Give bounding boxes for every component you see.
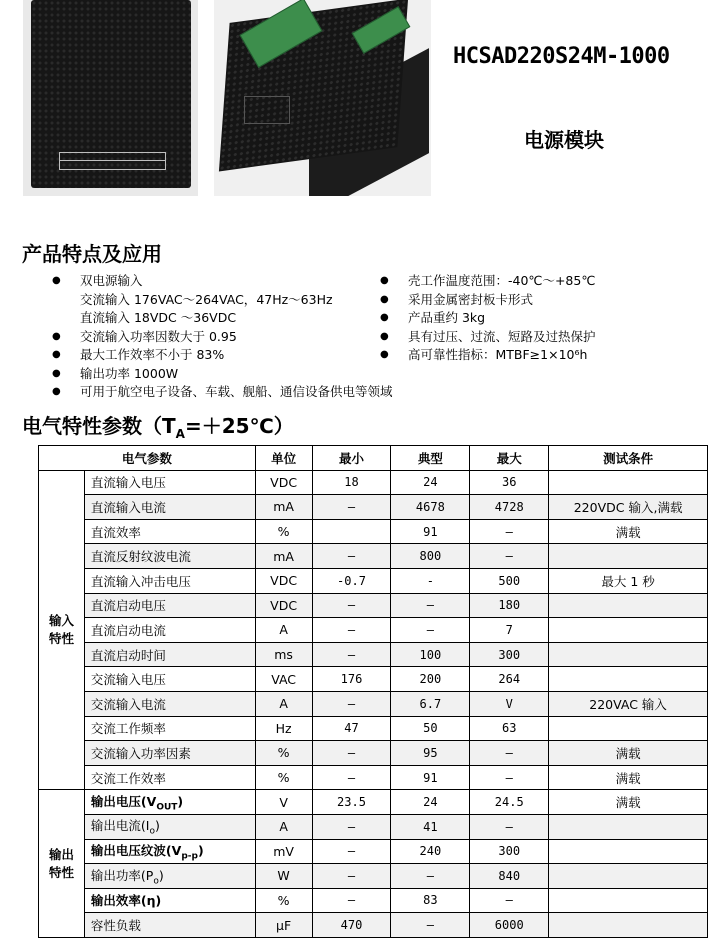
param-value: — [470,519,549,544]
features-heading: 产品特点及应用 [22,242,162,266]
param-value: A [255,814,312,839]
param-value: 满载 [549,741,708,766]
table-row [39,544,708,569]
spec-table [38,445,708,938]
param-value: 200 [391,667,470,692]
param-value [549,814,708,839]
table-row [39,568,708,593]
param-value: — [312,888,391,913]
param-value: 240 [391,839,470,864]
param-value: 最大 1 秒 [549,568,708,593]
param-value [312,519,391,544]
param-value: 500 [470,568,549,593]
param-name-tail: ) [155,818,160,834]
param-value: mA [255,544,312,569]
param-value: 100 [391,642,470,667]
param-value [549,618,708,643]
param-name [84,913,255,938]
spec-header-row [39,446,708,471]
electrical-heading-tail: =＋25℃） [184,414,294,438]
param-name-text: 输出电压纹波(V [90,843,182,859]
param-name-text: 输出效率(η) [90,893,162,909]
param-value: W [255,864,312,889]
param-value: 63 [470,716,549,741]
param-value: 满载 [549,765,708,790]
param-value: % [255,888,312,913]
col-header: 典型 [391,446,470,471]
param-value [549,913,708,938]
feature-item: ● 交流输入功率因数大于 0.95 [52,328,422,347]
param-value [549,470,708,495]
param-value: V [470,691,549,716]
model-number: HCSAD220S24M-1000 [453,44,670,69]
param-subscript: o [153,876,159,887]
param-value: - [391,568,470,593]
col-header: 最小 [312,446,391,471]
param-name [84,814,255,839]
param-value: -0.7 [312,568,391,593]
param-name: 直流反射纹波电流 [84,544,255,569]
param-value: — [312,618,391,643]
param-name-tail: ) [197,843,204,859]
param-subscript: OUT [156,802,178,813]
param-value: — [391,864,470,889]
param-value [549,864,708,889]
param-name: 交流输入电压 [84,667,255,692]
param-value: VDC [255,470,312,495]
param-value: — [470,544,549,569]
param-name: 直流启动电流 [84,618,255,643]
param-value: ms [255,642,312,667]
feature-item: ● 壳工作温度范围：-40℃～+85℃ [380,272,710,291]
table-row [39,691,708,716]
param-value: 300 [470,839,549,864]
param-name [84,790,255,815]
param-value: 满载 [549,790,708,815]
param-value: — [312,741,391,766]
feature-item: ● 具有过压、过流、短路及过热保护 [380,328,710,347]
param-value: — [312,839,391,864]
param-value: 91 [391,765,470,790]
param-value: 264 [470,667,549,692]
param-value: 91 [391,519,470,544]
table-row [39,913,708,938]
param-value: % [255,519,312,544]
electrical-heading-sub: A [175,427,185,441]
param-name: 交流工作效率 [84,765,255,790]
module-label [59,152,166,170]
table-row [39,864,708,889]
group-text: 输入 特性 [48,612,74,646]
table-row [39,765,708,790]
param-value [549,544,708,569]
table-row [39,741,708,766]
param-name [84,864,255,889]
electrical-heading-text: 电气特性参数（T [22,414,176,438]
param-value: 800 [391,544,470,569]
feature-item: ● 输出功率 1000W [52,365,422,384]
features-left-list [52,272,422,402]
param-value: 180 [470,593,549,618]
param-value: — [391,618,470,643]
param-subscript: o [149,826,156,837]
param-value: 47 [312,716,391,741]
param-value [549,839,708,864]
param-name-text: 输出电压(V [90,793,157,809]
param-value: mA [255,495,312,520]
param-value: 6000 [470,913,549,938]
param-value: — [312,814,391,839]
param-value: — [312,691,391,716]
param-value: Hz [255,716,312,741]
param-value: 24 [391,790,470,815]
param-value [549,667,708,692]
param-value: — [312,593,391,618]
param-value: 470 [312,913,391,938]
module-tag [244,96,290,124]
table-row [39,642,708,667]
param-value [549,716,708,741]
product-photo-angle [214,0,431,196]
param-name: 交流工作频率 [84,716,255,741]
product-type: 电源模块 [524,128,604,152]
param-name: 直流启动电压 [84,593,255,618]
param-value: 24 [391,470,470,495]
col-header: 电气参数 [39,446,256,471]
param-name: 直流输入电流 [84,495,255,520]
param-value: — [312,642,391,667]
feature-item: ● 双电源输入 [52,272,422,291]
table-row [39,470,708,495]
param-name-text: 输出功率(P [90,867,154,883]
param-value: 24.5 [470,790,549,815]
electrical-heading [22,410,294,441]
param-value: 满载 [549,519,708,544]
param-value: V [255,790,312,815]
param-value: — [391,593,470,618]
param-value: 50 [391,716,470,741]
product-photo-top [23,0,198,196]
feature-item: ● 最大工作效率不小于 83% [52,346,422,365]
param-value: VDC [255,568,312,593]
group-text: 输出 特性 [48,846,74,880]
param-name-tail: ) [177,793,184,809]
param-value [549,888,708,913]
param-name: 直流输入冲击电压 [84,568,255,593]
param-name [84,888,255,913]
param-value: VDC [255,593,312,618]
param-name: 交流输入功率因素 [84,741,255,766]
param-name-text: 容性负载 [90,918,141,934]
output-group-label [39,790,85,938]
param-value: 220VDC 输入,满载 [549,495,708,520]
param-value [549,593,708,618]
param-value: 23.5 [312,790,391,815]
input-group-label [39,470,85,790]
feature-item: 直流输入 18VDC ～36VDC [80,310,237,325]
table-row [39,519,708,544]
param-subscript: p-p [181,851,198,862]
param-value: — [470,888,549,913]
param-value: — [312,495,391,520]
param-value: — [470,741,549,766]
table-row [39,495,708,520]
table-row [39,667,708,692]
param-name: 直流效率 [84,519,255,544]
param-value: 7 [470,618,549,643]
param-value: — [391,913,470,938]
table-row [39,790,708,815]
param-value: — [312,544,391,569]
param-value: 4728 [470,495,549,520]
param-value: 36 [470,470,549,495]
param-value: 4678 [391,495,470,520]
param-value: — [470,814,549,839]
feature-item: 交流输入 176VAC～264VAC，47Hz～63Hz [80,291,333,307]
param-name: 交流输入电流 [84,691,255,716]
param-value: 41 [391,814,470,839]
col-header: 测试条件 [549,446,708,471]
feature-item: ● 采用金属密封板卡形式 [380,291,710,310]
param-value: 6.7 [391,691,470,716]
param-value: 840 [470,864,549,889]
param-value: 220VAC 输入 [549,691,708,716]
param-value: — [470,765,549,790]
param-name-tail: ) [158,867,164,883]
param-value: VAC [255,667,312,692]
param-name [84,839,255,864]
feature-item: ● 可用于航空电子设备、车载、舰船、通信设备供电等领域 [52,383,422,402]
param-value: % [255,741,312,766]
table-row [39,839,708,864]
table-row [39,618,708,643]
param-value: 300 [470,642,549,667]
feature-item: ● 高可靠性指标：MTBF≥1×10⁶h [380,346,710,365]
param-name-text: 输出电流(I [90,818,150,834]
param-value: 95 [391,741,470,766]
param-name: 直流启动时间 [84,642,255,667]
table-row [39,814,708,839]
param-value: A [255,618,312,643]
param-value: μF [255,913,312,938]
param-value: mV [255,839,312,864]
param-value: 18 [312,470,391,495]
feature-item: ● 产品重约 3kg [380,309,710,328]
param-value: 176 [312,667,391,692]
table-row [39,888,708,913]
col-header: 单位 [255,446,312,471]
param-value [549,642,708,667]
param-value: — [312,864,391,889]
param-name: 直流输入电压 [84,470,255,495]
param-value: 83 [391,888,470,913]
param-value: % [255,765,312,790]
features-right-list [380,272,710,365]
col-header: 最大 [470,446,549,471]
table-row [39,716,708,741]
param-value: — [312,765,391,790]
param-value: A [255,691,312,716]
table-row [39,593,708,618]
